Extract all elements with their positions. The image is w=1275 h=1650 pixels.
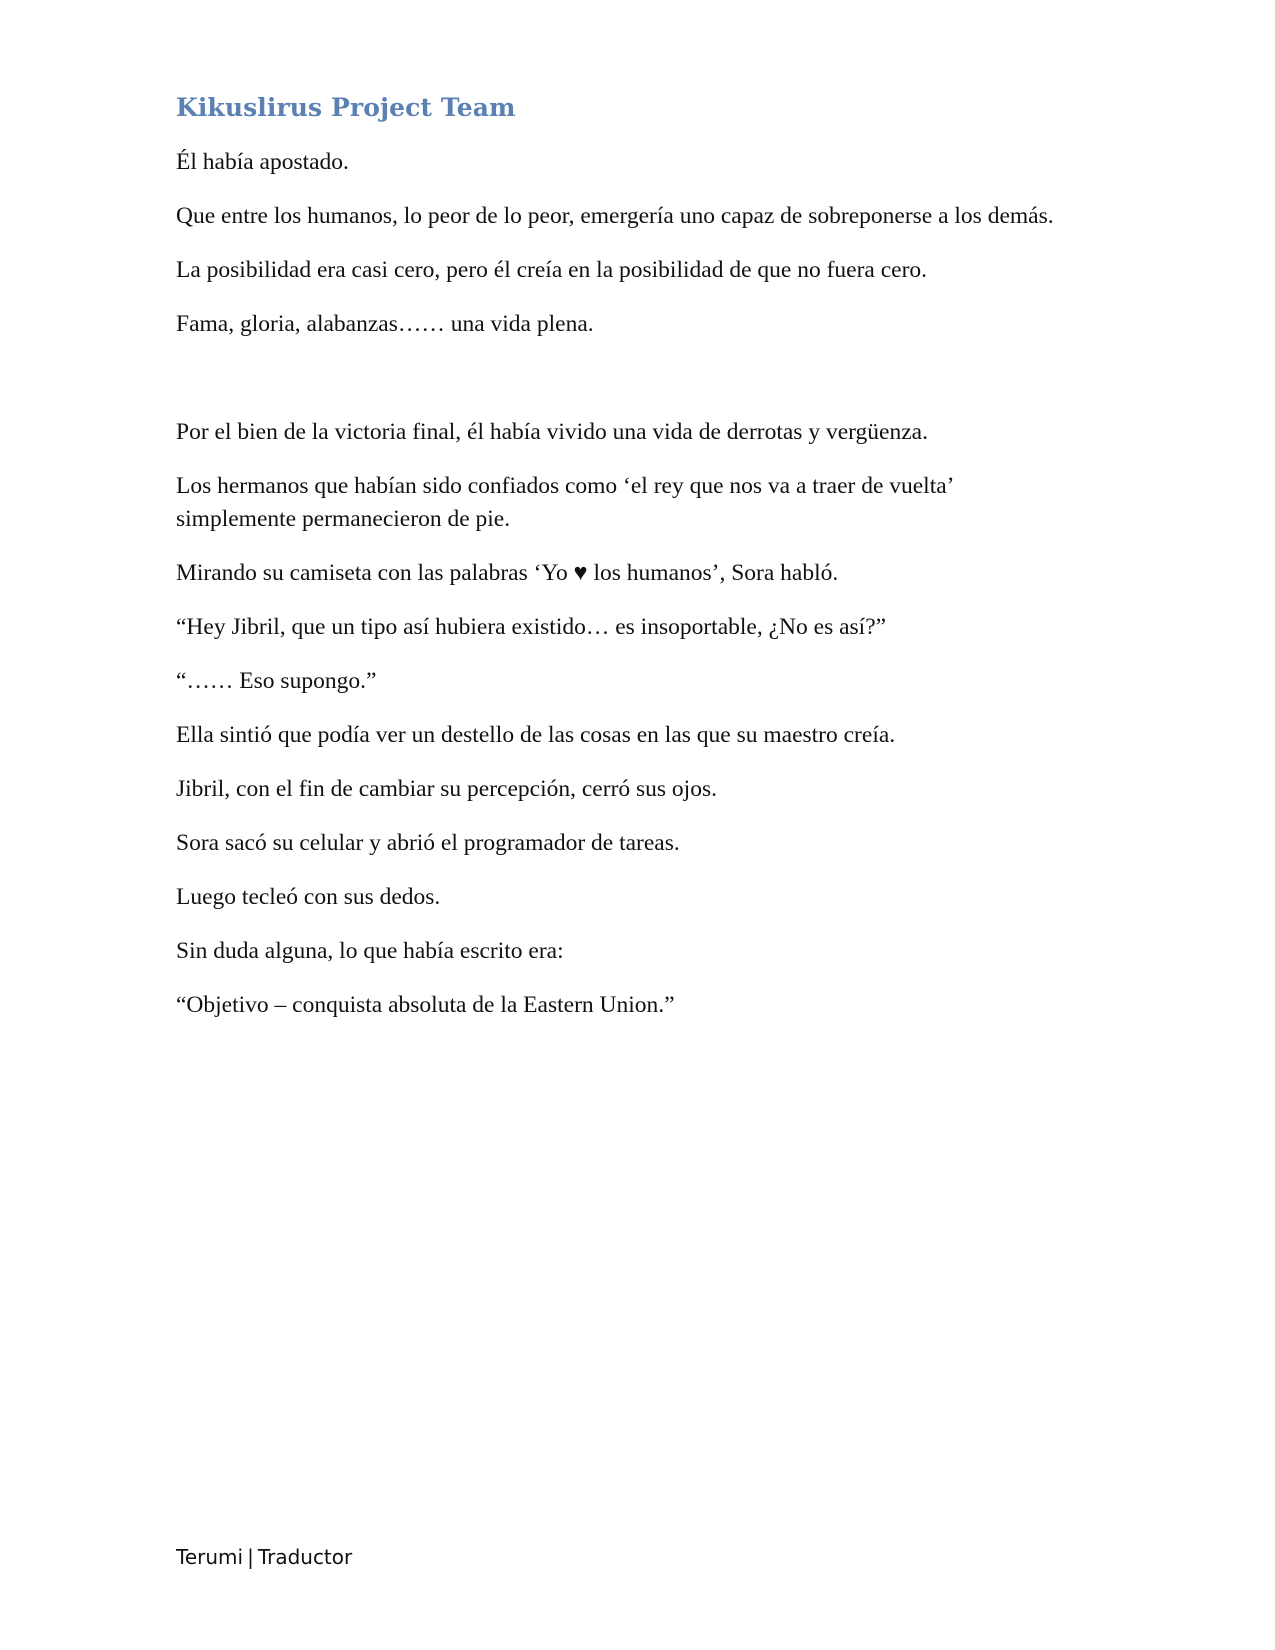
paragraph: La posibilidad era casi cero, pero él creía en la posibilidad de que no fuera cero.: [176, 257, 928, 283]
paragraph: Jibril, con el fin de cambiar su percepción, cerró sus ojos.: [176, 776, 717, 802]
paragraph: Ella sintió que podía ver un destello de las cosas en las que su maestro creía.: [176, 722, 896, 748]
paragraph: Sin duda alguna, lo que había escrito era:: [176, 938, 564, 964]
paragraph: Sora sacó su celular y abrió el programador de tareas.: [176, 830, 680, 856]
paragraph: “…… Eso supongo.”: [176, 668, 377, 694]
paragraph: Que entre los humanos, lo peor de lo peor, emergería uno capaz de sobreponerse a los demás.: [176, 203, 1054, 229]
page-header-title: Kikuslirus Project Team: [176, 93, 516, 122]
footer-author-name: Terumi: [176, 1545, 244, 1569]
paragraph: Él había apostado.: [176, 149, 349, 175]
paragraph: Mirando su camiseta con las palabras ‘Yo ♥ los humanos’, Sora habló.: [176, 560, 839, 586]
footer-role: Traductor: [257, 1545, 353, 1569]
paragraph: “Objetivo – conquista absoluta de la Eastern Union.”: [176, 992, 675, 1018]
page-footer: [176, 1545, 352, 1569]
paragraph: Luego tecleó con sus dedos.: [176, 884, 441, 910]
paragraph: “Hey Jibril, que un tipo así hubiera existido… es insoportable, ¿No es así?”: [176, 614, 887, 640]
document-body: [176, 146, 1056, 1043]
footer-separator: |: [247, 1545, 254, 1569]
paragraph: Los hermanos que habían sido confiados como ‘el rey que nos va a traer de vuelta’ simplemente permanecieron de pie.: [176, 473, 953, 532]
paragraph: Fama, gloria, alabanzas…… una vida plena.: [176, 311, 594, 337]
paragraph: Por el bien de la victoria final, él había vivido una vida de derrotas y vergüenza.: [176, 419, 928, 445]
blank-paragraph: [176, 362, 1056, 395]
